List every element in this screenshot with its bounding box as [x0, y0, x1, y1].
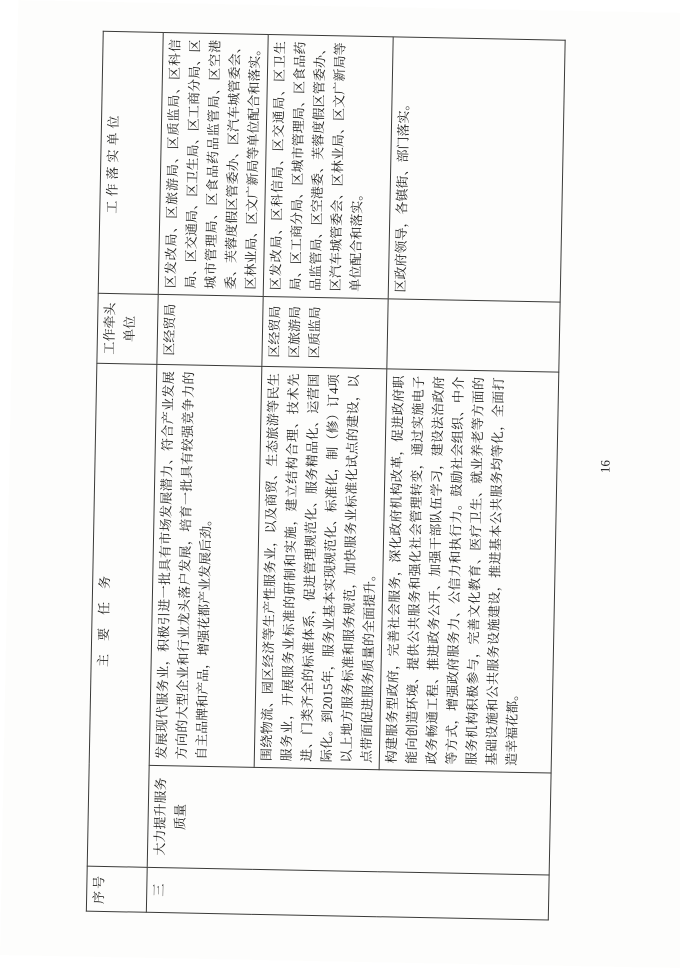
lead-unit-cell: 区经贸局 区旅游局 区质监局 [262, 296, 388, 368]
serial-number-cell: 三 [146, 867, 549, 920]
header-implement-unit: 工作落实单位 [98, 31, 163, 294]
lead-unit-cell: 区经贸局 [157, 294, 263, 366]
implement-unit-cell: 区发改局、区旅游局、区质监局、区科信局、区交通局、区卫生局、区工商分局、区城市管理局、区食品药品监管局、区空港委、芙蓉度假区管委办、区汽车城管委会、区林业局、区文广新局等单位配合和落实。 [158, 32, 268, 296]
header-serial: 序号 [86, 866, 147, 912]
work-task-table [86, 31, 566, 921]
task-category-cell: 大力提升服务质量 [147, 765, 551, 875]
header-main-task: 主要任务 [87, 363, 157, 867]
task-detail-cell: 构建服务型政府，完善社会服务，深化政府机构改革，促进政府职能向创造环境、提供公共服务和强化社会管理转变，通过实施电子政务畅通工程、推进政务公开、加强干部队伍学习，建设法治政府等方式，增强政府服务力、公信力和执行力。鼓励社会组织、中介服务机构积极参与，完善文化教育、医疗卫生、就业养老等方面的基础设施和公共服务设施建设，推进基本公共服务均等化，全面打造幸福花都。 [379, 369, 559, 773]
task-detail-cell: 发展现代服务业，积极引进一批具有市场发展潜力、符合产业发展方向的大型企业和行业龙头落户发展，培育一批具有较强竞争力的自主品牌和产品，增强花都产业发展后劲。 [149, 364, 262, 767]
implement-unit-cell: 区发改局、区科信局、区交通局、区卫生局、区工商分局、区城市管理局、区食品药品监管局、区空港委、芙蓉度假区管委办、区汽车城管委会、区林业局、区文广新局等单位配合和落实。 [263, 34, 393, 298]
task-detail-cell: 围绕物流、园区经济等生产性服务业，以及商贸、生态旅游等民生服务业，开展服务业标准的研制和实施，建立结构合理、技术先进、门类齐全的标准体系，促进管理规范化、服务精品化、运营国际化。到2015年，服务业基本实现规范化、标准化，制（修）订4项以上地方服务标准和服务规范，加快服务业标准化试点的建设，以点带面促进服务质量的全面提升。 [254, 366, 387, 769]
table-row [146, 32, 268, 914]
header-lead-unit: 工作牵头单位 [97, 293, 158, 364]
lead-unit-cell-empty [387, 299, 560, 372]
page-number: 16 [597, 459, 613, 474]
implement-unit-cell: 区政府领导，各镇街、部门落实。 [388, 37, 565, 302]
